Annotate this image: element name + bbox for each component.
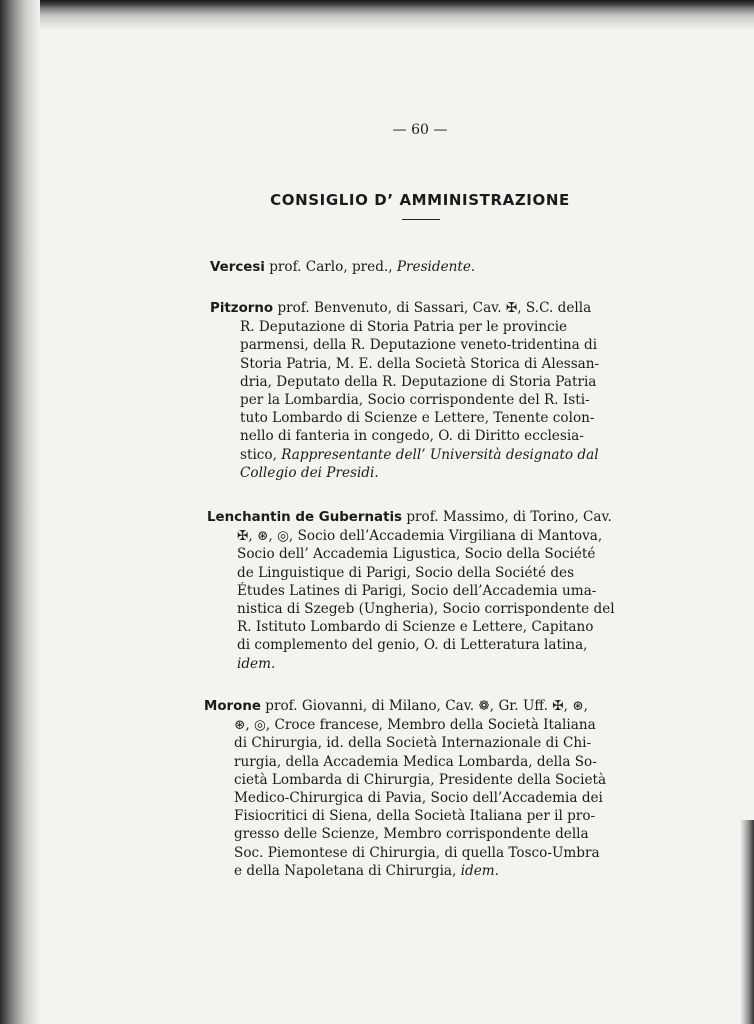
- line-text: Storia Patria, M. E. della Società Storica di Alessan-: [240, 355, 600, 372]
- line-text: ⊛, ◎, Croce francese, Membro della Società Italiana: [234, 717, 596, 734]
- line-text: ✠, ⊛, ◎, Socio dell’Accademia Virgiliana di Mantova,: [237, 528, 603, 545]
- line-text: prof. Massimo, di Torino, Cav.: [402, 509, 612, 525]
- entry-line: [204, 862, 622, 880]
- line-text: stico,: [240, 446, 282, 463]
- scan-right-edge: [740, 820, 754, 1024]
- line-text: Fisiocritici di Siena, della Società Italiana per il pro-: [234, 808, 596, 825]
- line-italic: Collegio dei Presidi: [240, 464, 375, 481]
- line-italic: idem: [237, 655, 271, 672]
- entry-pitzorno: [210, 299, 628, 482]
- line-text: nistica di Szegeb (Ungheria), Socio corrispondente del: [237, 601, 615, 618]
- title-divider: [402, 219, 440, 220]
- entry-line: [207, 655, 625, 673]
- line-text: cietà Lombarda di Chirurgia, Presidente della Società: [234, 771, 607, 788]
- line-text: Soc. Piemontese di Chirurgia, di quella Tosco-Umbra: [234, 844, 600, 861]
- page-number: — 60 —: [392, 122, 448, 138]
- line-text: Medico-Chirurgica di Pavia, Socio dell’Accademia dei: [234, 790, 603, 807]
- entry-line: [207, 564, 625, 582]
- entry-line: [210, 391, 628, 409]
- entry-line: [207, 618, 625, 636]
- line-text: di Chirurgia, id. della Società Internazionale di Chi-: [234, 735, 592, 752]
- entry-line: [210, 258, 628, 277]
- entry-line: [210, 373, 628, 391]
- entry-line: [210, 427, 628, 445]
- line-text: R. Deputazione di Storia Patria per le provincie: [240, 319, 568, 336]
- scan-left-edge: [0, 0, 40, 1024]
- line-text: prof. Giovanni, di Milano, Cav. ❁, Gr. Uff. ✠, ⊛,: [260, 698, 588, 714]
- section-title: CONSIGLIO D’ AMMINISTRAZIONE: [270, 191, 570, 209]
- line-text: per la Lombardia, Socio corrispondente del R. Isti-: [240, 392, 590, 409]
- line-suffix: .: [494, 862, 499, 879]
- line-text: di complemento del genio, O. di Letteratura latina,: [237, 637, 588, 654]
- line-text: parmensi, della R. Deputazione veneto-tridentina di: [240, 337, 598, 354]
- line-text: Socio dell’ Accademia Ligustica, Socio della Société: [237, 546, 596, 563]
- entry-line: [204, 753, 622, 771]
- entry-line: [204, 697, 622, 716]
- entry-line: [210, 336, 628, 354]
- line-suffix: .: [374, 464, 379, 481]
- entry-line: [210, 464, 628, 482]
- line-text: de Linguistique di Parigi, Socio della Société des: [237, 564, 575, 581]
- entry-line: [210, 409, 628, 427]
- line-suffix: .: [470, 259, 476, 275]
- member-name: Lenchantin de Gubernatis: [207, 510, 403, 525]
- entry-line: [204, 844, 622, 862]
- entry-line: [204, 789, 622, 807]
- entry-line: [207, 508, 625, 527]
- member-name: Vercesi: [210, 260, 265, 275]
- entry-line: [204, 734, 622, 752]
- entry-line: [210, 355, 628, 373]
- entry-vercesi: [210, 258, 628, 277]
- line-text: dria, Deputato della R. Deputazione di Storia Patria: [240, 373, 597, 390]
- entry-line: [207, 636, 625, 654]
- entry-line: [204, 825, 622, 843]
- line-italic: idem: [460, 862, 495, 879]
- line-suffix: .: [270, 655, 276, 672]
- line-text: rurgia, della Accademia Medica Lombarda, della So-: [234, 753, 597, 770]
- scan-top-edge: [0, 0, 754, 30]
- entry-line: [210, 299, 628, 318]
- entry-line: [207, 600, 625, 618]
- line-text: R. Istituto Lombardo di Scienze e Lettere, Capitano: [237, 619, 594, 636]
- entry-line: [204, 807, 622, 825]
- line-italic: Presidente: [396, 259, 471, 275]
- line-text: e della Napoletana di Chirurgia,: [234, 862, 461, 879]
- line-text: prof. Carlo, pred.,: [264, 259, 397, 275]
- entry-line: [210, 446, 628, 464]
- line-text: prof. Benvenuto, di Sassari, Cav. ✠, S.C. della: [273, 300, 592, 316]
- member-name: Morone: [204, 699, 261, 714]
- line-italic: Rappresentante dell’ Università designato dal: [281, 446, 599, 463]
- line-text: nello di fanteria in congedo, O. di Diritto ecclesia-: [240, 428, 584, 445]
- line-text: Études Latines di Parigi, Socio dell’Accademia uma-: [237, 582, 597, 599]
- entry-line: [207, 545, 625, 563]
- entry-line: [204, 771, 622, 789]
- entry-line: [210, 318, 628, 336]
- entry-line: [207, 527, 625, 545]
- line-text: tuto Lombardo di Scienze e Lettere, Tenente colon-: [240, 410, 595, 427]
- member-name: Pitzorno: [210, 301, 274, 316]
- entry-line: [204, 716, 622, 734]
- line-text: gresso delle Scienze, Membro corrispondente della: [234, 826, 589, 843]
- entry-lenchantin: [207, 508, 625, 673]
- entry-morone: [204, 697, 622, 880]
- entry-line: [207, 582, 625, 600]
